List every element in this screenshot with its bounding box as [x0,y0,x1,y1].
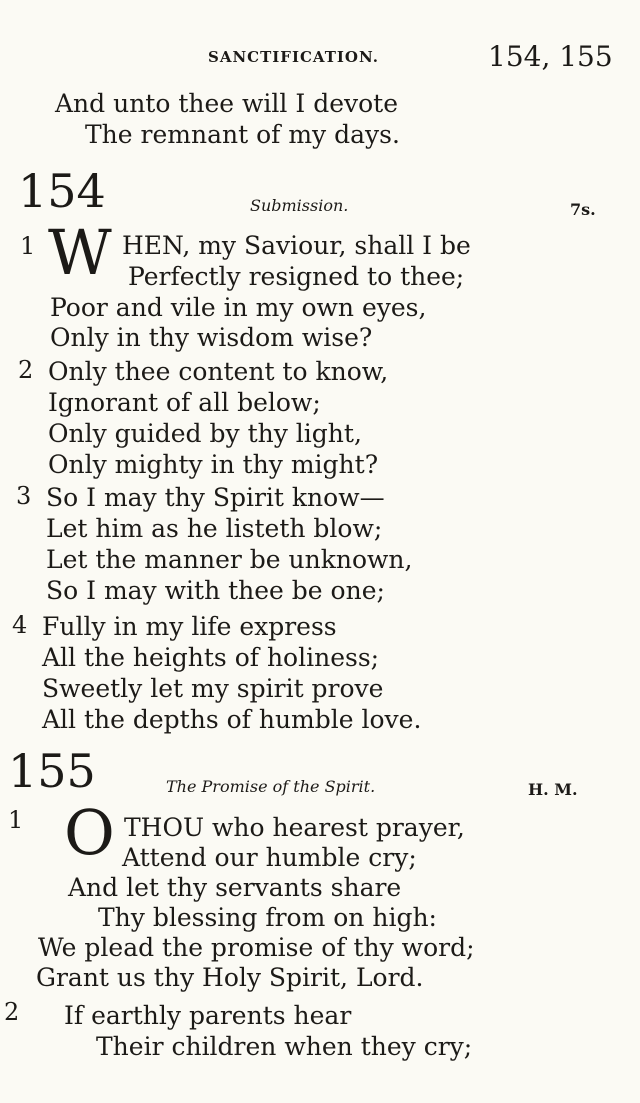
verse-line: So I may thy Spirit know— [46,483,385,512]
verse-line: Only thee content to know, [48,357,389,386]
hymn-154-subtitle: Submission. [250,196,349,215]
previous-hymn-line-2: The remnant of my days. [85,120,400,149]
verse-line: Poor and vile in my own eyes, [50,293,427,322]
verse-line: Attend our humble cry; [122,843,417,872]
hymn-155-subtitle: The Promise of the Spirit. [166,777,376,796]
verse-line: Let him as he listeth blow; [46,514,383,543]
verse-line: So I may with thee be one; [46,576,385,605]
verse-line: THOU who hearest prayer, [124,813,465,842]
running-header-hymn-numbers: 154, 155 [488,40,613,73]
stanza-number: 3 [16,482,32,510]
verse-line: Grant us thy Holy Spirit, Lord. [36,963,424,992]
verse-line: HEN, my Saviour, shall I be [122,231,471,260]
hymn-155-meter: H. M. [528,780,578,799]
verse-line: Sweetly let my spirit prove [42,674,384,703]
verse-line: Only mighty in thy might? [48,450,379,479]
verse-line: Only in thy wisdom wise? [50,323,373,352]
verse-line: Ignorant of all below; [48,388,321,417]
stanza-number: 1 [8,806,24,834]
verse-line: If earthly parents hear [64,1001,352,1030]
verse-line: Only guided by thy light, [48,419,362,448]
stanza-number: 2 [18,356,34,384]
hymn-154-meter: 7s. [570,200,596,219]
verse-line: And let thy servants share [68,873,402,902]
drop-cap: O [64,796,115,869]
running-header-title: SANCTIFICATION. [208,48,379,66]
verse-line: Their children when they cry; [96,1032,473,1061]
stanza-number: 2 [4,998,20,1026]
previous-hymn-line-1: And unto thee will I devote [55,89,399,118]
stanza-number: 4 [12,611,28,639]
hymn-154-number: 154 [18,164,106,218]
verse-line: Perfectly resigned to thee; [128,262,465,291]
drop-cap: W [48,216,112,289]
verse-line: We plead the promise of thy word; [38,933,475,962]
hymn-155-number: 155 [8,744,96,798]
verse-line: Fully in my life express [42,612,337,641]
verse-line: All the depths of humble love. [42,705,422,734]
stanza-number: 1 [20,232,36,260]
verse-line: Let the manner be unknown, [46,545,413,574]
verse-line: All the heights of holiness; [42,643,380,672]
verse-line: Thy blessing from on high: [98,903,437,932]
